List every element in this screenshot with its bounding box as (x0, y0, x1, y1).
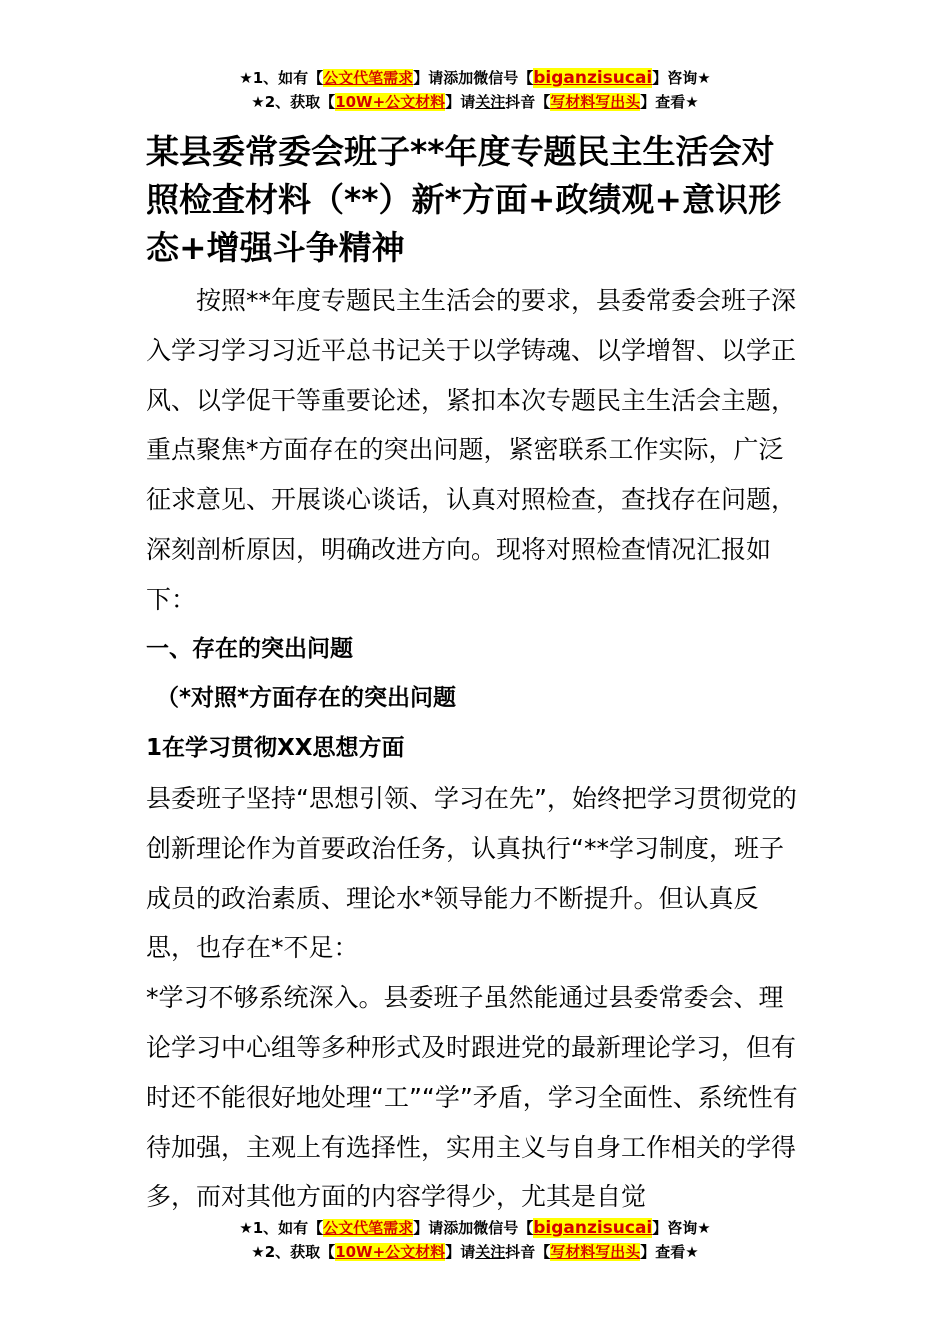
bottom-banner (0, 1216, 950, 1264)
banner-line-2: ★2、获取【10W+公文材料】请关注抖音【写材料写出头】查看★ (251, 1243, 699, 1261)
highlight-materials: 10W+公文材料 (335, 1243, 446, 1261)
body-paragraph-1: 县委班子坚持“思想引领、学习在先”，始终把学习贯彻党的创新理论作为首要政治任务，认真执行“**学习制度，班子成员的政治素质、理论水*领导能力不断提升。但认真反思，也存在*不足： (146, 783, 797, 963)
underline-follow: 关注 (475, 93, 506, 111)
banner-line-2: ★2、获取【10W+公文材料】请关注抖音【写材料写出头】查看★ (251, 93, 699, 111)
highlight-douyin-account: 写材料写出头 (550, 1243, 641, 1261)
highlight-service: 公文代笔需求 (323, 1219, 414, 1237)
document-body (146, 128, 806, 1222)
highlight-service: 公文代笔需求 (323, 69, 414, 87)
highlight-douyin-account: 写材料写出头 (550, 93, 641, 111)
banner-line-1: ★1、如有【公文代笔需求】请添加微信号【biganzisucai】咨询★ (239, 1218, 711, 1238)
highlight-wechat-id: biganzisucai (533, 68, 653, 88)
body-paragraph-2: *学习不够系统深入。县委班子虽然能通过县委常委会、理论学习中心组等多种形式及时跟进党的最新理论学习，但有时还不能很好地处理“工”“学”矛盾，学习全面性、系统性有待加强，主观上有选择性，实用主义与自身工作相关的学得多，而对其他方面的内容学得少，尤其是自觉 (146, 983, 798, 1212)
item-heading: 1在学习贯彻XX思想方面 (146, 735, 405, 762)
underline-follow: 关注 (475, 1243, 506, 1261)
intro-paragraph: 按照**年度专题民主生活会的要求，县委常委会班子深入学习学习习近平总书记关于以学铸魂、以学增智、以学正风、以学促干等重要论述，紧扣本次专题民主生活会主题，重点聚焦*方面存在的突出问题，紧密联系工作实际，广泛征求意见、开展谈心谈话，认真对照检查，查找存在问题，深刻剖析原因，明确改进方向。现将对照检查情况汇报如下： (146, 286, 797, 614)
banner-line-1: ★1、如有【公文代笔需求】请添加微信号【biganzisucai】咨询★ (239, 68, 711, 88)
section-heading: 一、存在的突出问题 (146, 635, 353, 662)
top-banner (0, 66, 950, 114)
document-title: 某县委常委会班子**年度专题民主生活会对照检查材料（**）新*方面+政绩观+意识形态+增强斗争精神 (146, 132, 782, 267)
highlight-wechat-id: biganzisucai (533, 1218, 653, 1238)
subsection-heading: （*对照*方面存在的突出问题 (156, 685, 457, 712)
highlight-materials: 10W+公文材料 (335, 93, 446, 111)
